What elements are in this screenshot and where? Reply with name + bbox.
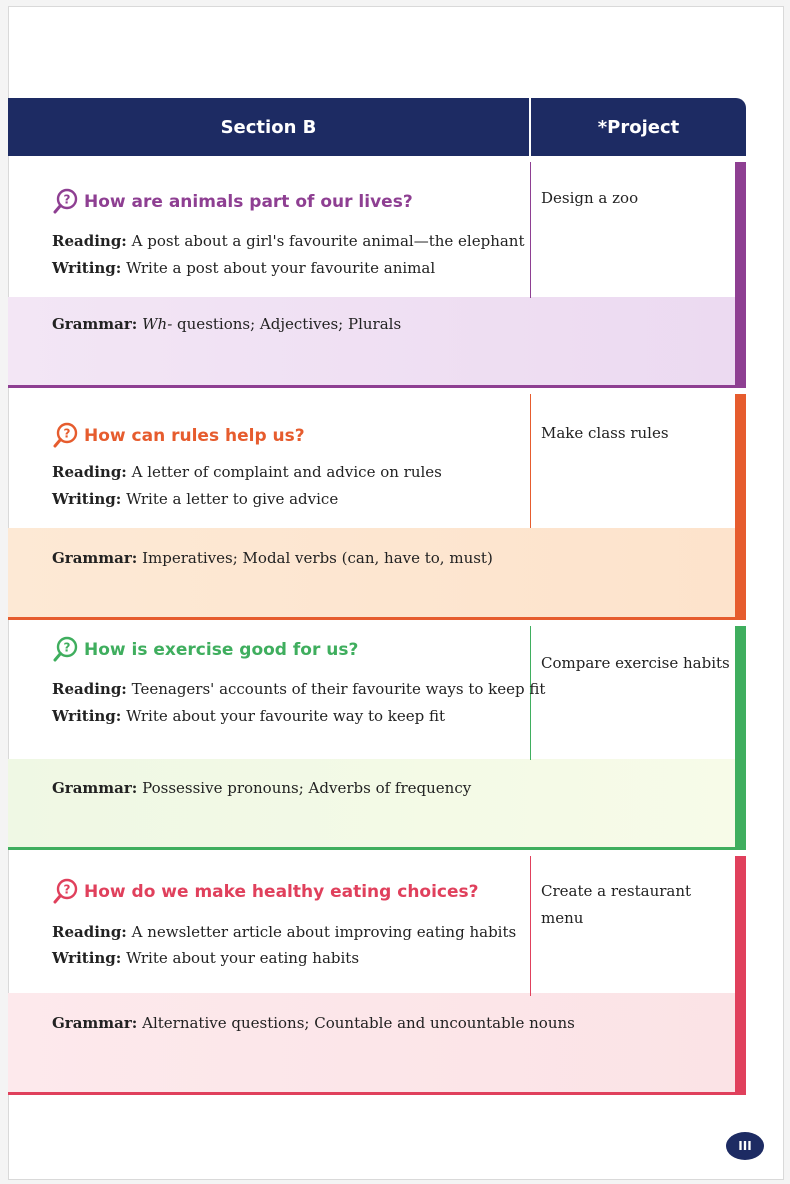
unit-question — [52, 878, 479, 906]
project-text: Compare exercise habits — [541, 654, 730, 672]
grammar-band — [8, 759, 735, 847]
svg-text:?: ? — [63, 882, 71, 897]
grammar-italic: Wh- — [142, 315, 173, 333]
question-magnifier-icon — [52, 422, 80, 450]
unit-row-1 — [8, 156, 746, 388]
project-text: Design a zoo — [541, 189, 639, 207]
reading-text: A post about a girl's favourite animal—the elephant — [126, 232, 525, 250]
reading-label: Reading: — [52, 232, 127, 250]
writing-text: Write a post about your favourite animal — [121, 259, 436, 277]
grammar-band — [8, 993, 735, 1092]
writing-text: Write a letter to give advice — [121, 490, 339, 508]
grammar-label: Grammar: — [52, 549, 138, 567]
question-text: How can rules help us? — [84, 426, 305, 446]
row-bottom-line — [8, 1092, 746, 1095]
column-divider — [530, 856, 531, 996]
grammar-text: Imperatives; Modal verbs (can, have to, must) — [137, 549, 493, 567]
writing-text: Write about your favourite way to keep fit — [121, 707, 446, 725]
accent-bar — [735, 626, 746, 850]
grammar-line — [52, 315, 401, 333]
writing-label: Writing: — [52, 949, 122, 967]
writing-label: Writing: — [52, 707, 122, 725]
svg-text:?: ? — [63, 426, 71, 441]
reading-line — [52, 232, 525, 250]
reading-label: Reading: — [52, 463, 127, 481]
question-magnifier-icon — [52, 188, 80, 216]
grammar-text: Alternative questions; Countable and uncountable nouns — [137, 1014, 575, 1032]
grammar-line — [52, 779, 471, 797]
table-header — [8, 98, 746, 156]
reading-line — [52, 923, 516, 941]
grammar-band — [8, 297, 735, 385]
reading-label: Reading: — [52, 680, 127, 698]
header-project: *Project — [597, 116, 680, 138]
question-text: How are animals part of our lives? — [84, 192, 413, 212]
writing-text: Write about your eating habits — [121, 949, 360, 967]
project-text: Make class rules — [541, 424, 669, 442]
unit-question — [52, 636, 358, 664]
writing-line — [52, 707, 445, 725]
project-text: Create a restaurant menu — [541, 882, 692, 927]
column-divider — [530, 394, 531, 528]
writing-line — [52, 949, 359, 967]
reading-text: A letter of complaint and advice on rules — [126, 463, 442, 481]
question-magnifier-icon — [52, 878, 80, 906]
reading-line — [52, 680, 545, 698]
unit-question — [52, 188, 413, 216]
unit-row-2 — [8, 388, 746, 620]
writing-line — [52, 490, 338, 508]
grammar-label: Grammar: — [52, 315, 138, 333]
reading-text: A newsletter article about improving eating habits — [126, 923, 517, 941]
grammar-label: Grammar: — [52, 779, 138, 797]
accent-bar — [735, 162, 746, 388]
column-divider — [530, 162, 531, 298]
grammar-line — [52, 1014, 575, 1032]
unit-row-4 — [8, 850, 746, 1095]
reading-line — [52, 463, 442, 481]
svg-text:?: ? — [63, 192, 71, 207]
reading-text: Teenagers' accounts of their favourite ways to keep fit — [126, 680, 546, 698]
writing-label: Writing: — [52, 490, 122, 508]
writing-line — [52, 259, 435, 277]
svg-text:?: ? — [63, 640, 71, 655]
grammar-text: questions; Adjectives; Plurals — [172, 315, 402, 333]
unit-row-3 — [8, 620, 746, 850]
question-magnifier-icon — [52, 636, 80, 664]
accent-bar — [735, 856, 746, 1095]
grammar-text: Possessive pronouns; Adverbs of frequency — [137, 779, 472, 797]
writing-label: Writing: — [52, 259, 122, 277]
grammar-label: Grammar: — [52, 1014, 138, 1032]
question-text: How do we make healthy eating choices? — [84, 882, 479, 902]
question-text: How is exercise good for us? — [84, 640, 359, 660]
unit-question — [52, 422, 305, 450]
grammar-line — [52, 549, 493, 567]
page-number-badge: III — [726, 1132, 764, 1160]
grammar-band — [8, 528, 735, 617]
reading-label: Reading: — [52, 923, 127, 941]
header-section-b: Section B — [220, 116, 317, 138]
accent-bar — [735, 394, 746, 620]
